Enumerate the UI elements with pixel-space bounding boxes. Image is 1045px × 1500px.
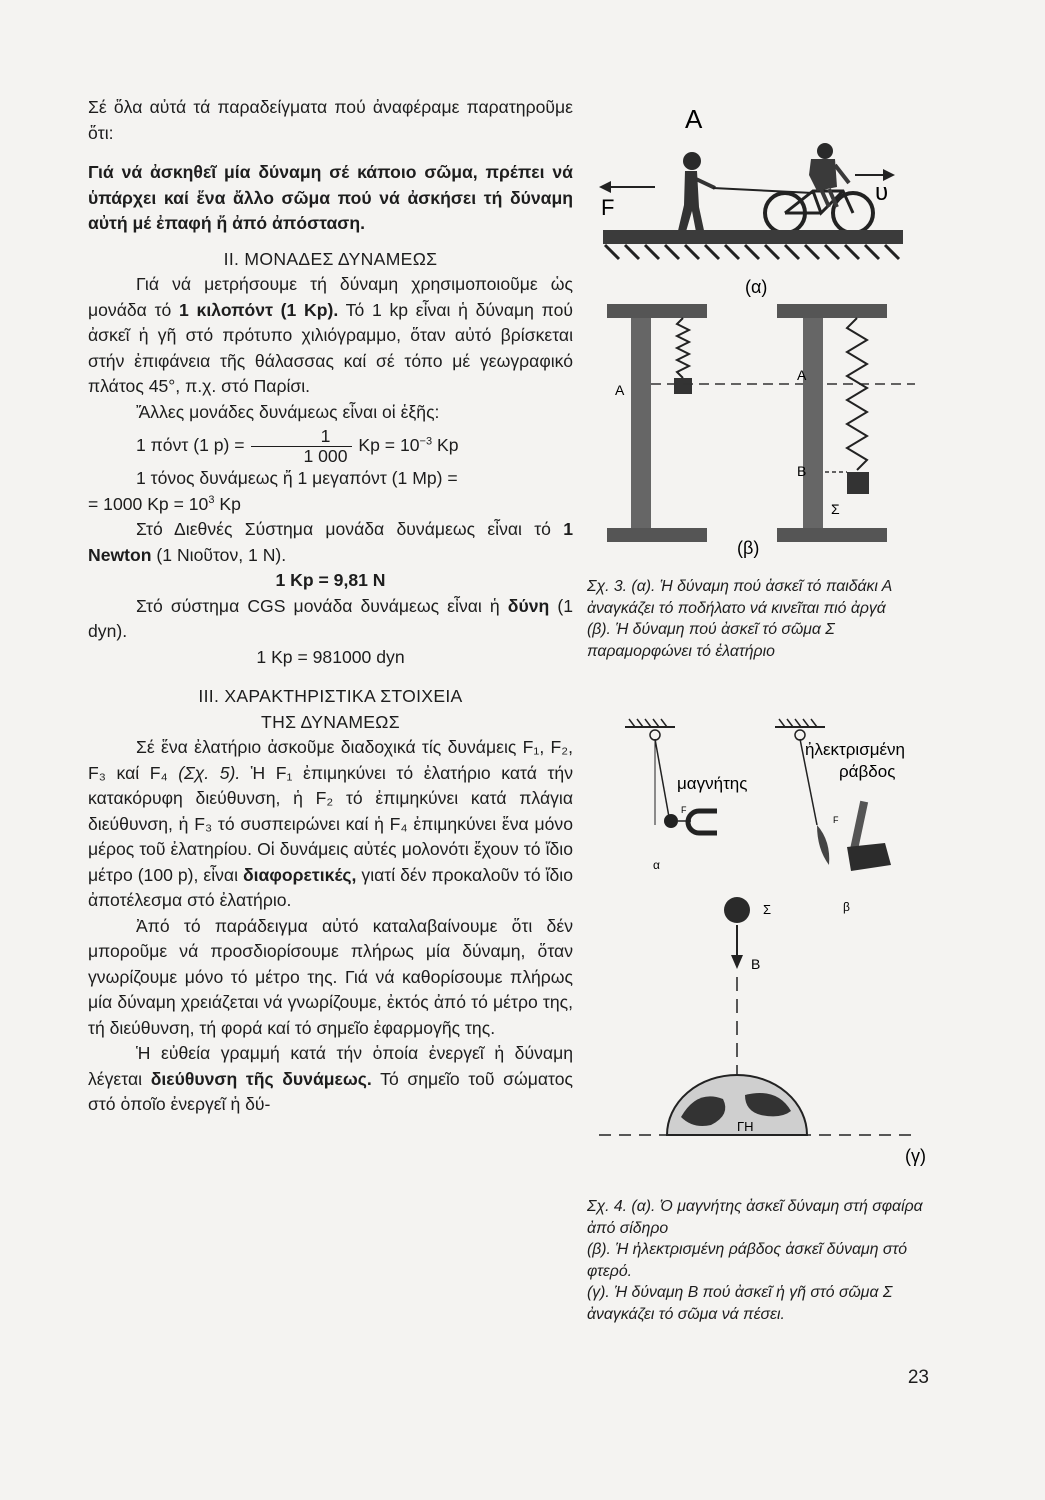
pivot-right <box>795 730 805 740</box>
cgs-text-dyne: δύνη <box>507 595 550 616</box>
rider-head <box>817 143 833 159</box>
label-velocity-u: υ <box>875 179 889 206</box>
weight-arrowhead-icon <box>731 955 743 969</box>
figure-4-caption-a: Σχ. 4. (α). Ὁ μαγνήτης ἀσκεῖ δύναμη στή σφαίρα ἀπό σίδηρο <box>587 1198 923 1237</box>
left-frame-top <box>607 304 707 318</box>
figure-column <box>585 95 965 1355</box>
falling-body-S <box>724 897 750 923</box>
spring-paragraph <box>88 735 573 914</box>
left-weight <box>674 378 692 394</box>
si-paragraph <box>88 517 573 568</box>
label-child-A: A <box>685 104 703 134</box>
right-frame-top <box>777 304 887 318</box>
left-frame-base <box>607 528 707 542</box>
right-spring-stretched <box>847 318 867 470</box>
hand-holding-rod <box>847 843 891 871</box>
equation-pond <box>88 427 573 466</box>
main-text-column <box>88 95 573 1118</box>
charged-rod <box>850 801 868 852</box>
label-A-right: A <box>797 367 807 383</box>
eq-ton-exponent: 3 <box>208 493 215 506</box>
direction-paragraph <box>88 1041 573 1118</box>
eq-pond-right: Kp = 10 <box>358 435 420 456</box>
label-A-left: A <box>615 382 625 398</box>
units-text-a: Γιά νά μετρήσουμε τή δύναμη χρησιμοποιοῦμε ὡς μονάδα τό <box>88 274 573 320</box>
eq-ton-value: = 1000 Kp = 10 <box>88 493 209 514</box>
label-F-magnet: F <box>681 805 687 815</box>
units-paragraph <box>88 272 573 400</box>
figure-3b-springs <box>585 300 960 565</box>
si-text-a: Στό Διεθνές Σύστημα μονάδα δυνάμεως εἶναι τό <box>136 519 564 539</box>
spring-text-different: διαφορετικές, <box>242 864 357 885</box>
label-force-B: B <box>751 956 761 972</box>
label-part-a: (α) <box>745 277 768 297</box>
rider-arm <box>835 165 849 183</box>
rope <box>713 188 813 193</box>
eq-pond-unit: Kp <box>432 435 459 456</box>
label-part-gamma: (γ) <box>905 1146 926 1166</box>
section-heading-characteristics-2: ΤΗΣ ΔΥΝΑΜΕΩΣ <box>261 711 400 732</box>
right-frame-base <box>777 528 887 542</box>
section-heading-characteristics-1: III. ΧΑΡΑΚΤΗΡΙΣΤΙΚΑ ΣΤΟΙΧΕΙΑ <box>198 686 463 706</box>
ceiling-left-hatching <box>629 719 667 727</box>
left-spring <box>677 318 689 378</box>
ceiling-right-hatching <box>779 719 817 727</box>
label-force-F: F <box>601 195 615 220</box>
equation-kp-dyn: 1 Kp = 981000 dyn <box>256 646 405 667</box>
figure-3-caption <box>587 576 932 662</box>
rule-paragraph: Γιά νά ἀσκηθεῖ μία δύναμη σέ κάποιο σῶμα, πρέπει νά ὑπάρχει καί ἕνα ἄλλο σῶμα πού νά ἀσκήσει τή δύναμη αὐτή μέ ἐπαφή ἤ ἀπό ἀπόσταση. <box>88 162 573 233</box>
figure-4-caption-c: (γ). Ἡ δύναμη Β πού ἀσκεῖ ἡ γῆ στό σῶμα Σ ἀναγκάζει τό σῶμα νά πέσει. <box>587 1284 893 1323</box>
eq-pond-exponent: −3 <box>419 435 433 448</box>
ground-hatching <box>605 245 899 259</box>
pivot-left <box>650 730 660 740</box>
cgs-text-c: (1 dyn). <box>88 595 573 641</box>
spring-text-a: Σέ ἕνα ἐλατήριο ἀσκοῦμε διαδοχικά τίς δυνάμεις F₁, F₂, F₃ καί F₄ <box>88 737 573 783</box>
figure-3a-bicycle <box>585 95 960 300</box>
equation-ton-line2 <box>88 492 573 518</box>
page-number: 23 <box>907 1367 929 1388</box>
intro-paragraph: Σέ ὅλα αὐτά τά παραδείγματα πού ἀναφέραμε παρατηροῦμε ὅτι: <box>88 97 573 143</box>
direction-text-a: Ἡ εὐθεία γραμμή κατά τήν ὁποία ἐνεργεῖ ἡ δύναμη λέγεται <box>88 1043 573 1089</box>
label-falling-S: Σ <box>763 902 772 917</box>
label-earth: ΓΗ <box>737 1119 754 1134</box>
cgs-text-a: Στό σύστημα CGS μονάδα δυνάμεως εἶναι ἡ <box>136 595 508 616</box>
fraction-denominator: 1 000 <box>303 446 348 466</box>
body-S-weight <box>847 472 869 494</box>
feather-icon <box>817 825 829 865</box>
spring-figure-ref: (Σχ. 5). <box>178 762 241 783</box>
ground-road <box>603 230 903 244</box>
label-beta: β <box>843 900 850 914</box>
section-heading-units: II. ΜΟΝΑΔΕΣ ΔΥΝΑΜΕΩΣ <box>223 248 438 269</box>
figure-4-forces <box>585 715 960 1195</box>
units-text-c: Τό 1 kp εἶναι ἡ δύναμη πού ἀσκεῖ ἡ γῆ στό πρότυπο χιλιόγραμμο, ὅταν αὐτό βρίσκεται στήν ἐπιφάνεια τῆς θάλασσας καί σέ τόπο μέ γεωγραφικό πλάτος 45°, π.χ. στό Παρίσι. <box>88 299 573 396</box>
label-F-rod: F <box>833 815 839 825</box>
label-alpha: α <box>653 858 660 872</box>
force-F-arrowhead-icon <box>599 181 611 193</box>
figure-4-caption-b: (β). Ἡ ἠλεκτρισμένη ράβδος ἀσκεῖ δύναμη στό φτερό. <box>587 1241 908 1280</box>
fraction-numerator: 1 <box>251 427 351 447</box>
si-text-c: (1 Νιοῦτον, 1 N). <box>151 544 287 565</box>
iron-ball <box>664 814 678 828</box>
label-body-S: Σ <box>831 501 840 517</box>
eq-ton-unit: Kp <box>214 493 241 514</box>
other-units-paragraph: Ἄλλες μονάδες δυνάμεως εἶναι οἱ ἑξῆς: <box>136 401 440 422</box>
fraction <box>251 427 351 466</box>
figure-3-caption-a: Σχ. 3. (α). Ἡ δύναμη πού ἀσκεῖ τό παιδάκι Α ἀναγκάζει τό ποδήλατο νά κινεῖται πιό ἀργά <box>587 578 892 617</box>
si-text-newton: 1 Newton <box>88 519 573 565</box>
spring-text-b: Ἡ F₁ ἐπιμηκύνει τό ἐλατήριο κατά τήν κατακόρυφη διεύθυνση, ἡ F₂ τό ἐπιμηκύνει κατά πλάγια διεύθυνση, ἡ F₃ τό συσπειρώνει καί ἡ F₄ ἐπιμηκύνει ἕνα μόνο μέρος τοῦ ἐλατηρίου. Οἱ δυνάμεις αὐτές μολονότι ἔχουν τό ἴδιο μέτρο (100 p), εἶναι <box>88 762 573 885</box>
child-arm <box>696 179 715 188</box>
left-frame-post <box>631 318 651 528</box>
figure-4-caption <box>587 1196 937 1325</box>
units-text-kp: 1 κιλοπόντ (1 Kp). <box>179 299 339 320</box>
direction-text-bold: διεύθυνση τῆς δυνάμεως. <box>150 1068 372 1089</box>
label-rod-line2: ράβδος <box>839 762 896 781</box>
example-paragraph: Ἀπό τό παράδειγμα αὐτό καταλαβαίνουμε ὅτι δέν μποροῦμε νά προσδιορίσουμε πλήρως μία δύναμη, ὅταν γνωρίζουμε μόνο τό μέτρο της. Γιά νά καθορίσουμε πλήρως μία δύναμη χρειάζεται νά γνωρίζουμε, ἐκτός ἀπό τό μέτρο της, τή διεύθυνση, τή φορά καί τό σημεῖο ἐφαρμογῆς της. <box>88 915 573 1038</box>
child-head <box>683 152 701 170</box>
eq-pond-left: 1 πόντ (1 p) = <box>136 435 245 456</box>
direction-text-c: Τό σημεῖο τοῦ σώματος στό ὁποῖο ἐνεργεῖ ἡ δύ- <box>88 1068 574 1114</box>
label-rod-line1: ἠλεκτρισμένη <box>805 740 906 759</box>
label-B-level: B <box>797 463 807 479</box>
horseshoe-magnet-icon <box>688 811 717 833</box>
figure-3-caption-b: (β). Ἡ δύναμη πού ἀσκεῖ τό σῶμα Σ παραμορφώνει τό ἐλατήριο <box>587 621 835 660</box>
equation-kp-newton: 1 Kp = 9,81 N <box>275 570 386 590</box>
string-left <box>655 739 669 817</box>
label-magnet: μαγνήτης <box>677 774 748 793</box>
label-part-b: (β) <box>737 538 760 558</box>
right-frame-post <box>803 318 823 528</box>
spring-text-c: γιατί δέν προκαλοῦν τό ἴδιο ἀποτέλεσμα στό ἐλατήριο. <box>88 864 573 910</box>
equation-ton-line1: 1 τόνος δυνάμεως ἤ 1 μεγαπόντ (1 Mp) = <box>136 468 458 488</box>
cgs-paragraph <box>88 594 573 645</box>
rider-body <box>809 159 837 191</box>
